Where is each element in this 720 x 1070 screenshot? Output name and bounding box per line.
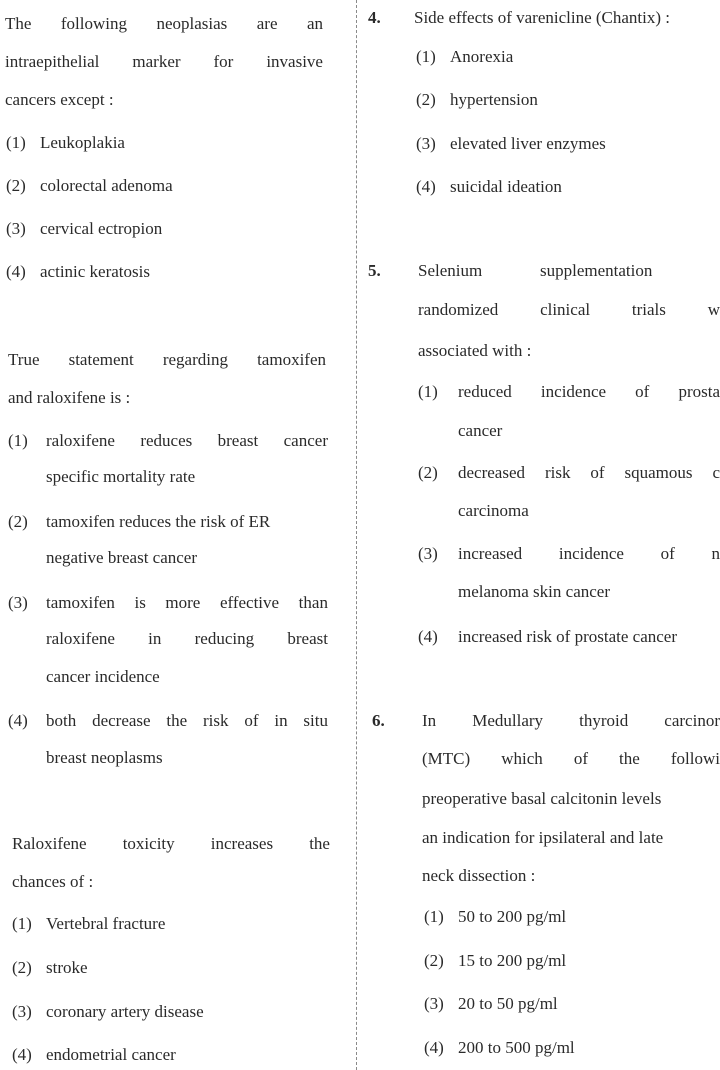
option-text-line: carcinoma <box>458 501 529 520</box>
option-number: (3) <box>416 134 436 153</box>
answer-option <box>12 1045 176 1065</box>
option-text: hypertension <box>450 90 538 109</box>
question-stem-line: The following neoplasias are an <box>5 14 323 33</box>
answer-option <box>416 177 562 197</box>
option-number: (4) <box>8 711 28 730</box>
answer-option <box>12 958 88 978</box>
question-stem-line: chances of : <box>12 872 94 891</box>
option-text-line: negative breast cancer <box>46 548 198 567</box>
option-number: (4) <box>6 262 26 281</box>
answer-option <box>416 47 513 67</box>
question-stem-line: intraepithelial marker for invasive <box>5 52 323 71</box>
option-number: (2) <box>8 512 28 531</box>
option-text: 20 to 50 pg/ml <box>458 994 558 1013</box>
option-text-line: breast neoplasms <box>46 748 163 767</box>
option-text: Anorexia <box>450 47 514 66</box>
answer-option <box>424 907 566 927</box>
answer-option <box>12 914 165 934</box>
option-number: (2) <box>416 90 436 109</box>
option-text-line: reduced incidence of prosta <box>458 382 720 401</box>
option-number: (2) <box>12 958 32 977</box>
option-text-line: tamoxifen is more effective than <box>46 593 328 612</box>
option-text-line: both decrease the risk of in situ <box>46 711 328 730</box>
answer-option <box>6 176 173 196</box>
answer-option <box>416 90 538 110</box>
question-stem-line: preoperative basal calcitonin levels <box>422 789 662 808</box>
option-text-line: specific mortality rate <box>46 467 196 486</box>
option-number: (3) <box>12 1002 32 1021</box>
option-number: (1) <box>418 382 438 401</box>
option-text: Leukoplakia <box>40 133 125 152</box>
question-stem-line: randomized clinical trials w <box>418 300 720 319</box>
question-stem-line: and raloxifene is : <box>8 388 131 407</box>
question-stem-word: Selenium <box>418 261 483 280</box>
option-number: (3) <box>418 544 438 563</box>
answer-option <box>12 1002 204 1022</box>
option-number: (2) <box>418 463 438 482</box>
option-text-line: increased incidence of n <box>458 544 720 563</box>
option-text-line: decreased risk of squamous c <box>458 463 720 482</box>
answer-option <box>6 219 162 239</box>
option-text-line: tamoxifen reduces the risk of ER <box>46 512 271 531</box>
option-text-line: increased risk of prostate cancer <box>458 627 677 646</box>
option-number: (4) <box>12 1045 32 1064</box>
option-text: cervical ectropion <box>40 219 163 238</box>
option-text-line: melanoma skin cancer <box>458 582 610 601</box>
question-stem-line: True statement regarding tamoxifen <box>8 350 326 369</box>
option-number: (1) <box>424 907 444 926</box>
answer-option <box>6 262 150 282</box>
option-text: colorectal adenoma <box>40 176 173 195</box>
question-stem-word: supplementation <box>540 261 653 280</box>
option-number: (4) <box>424 1038 444 1057</box>
question-stem-line: associated with : <box>418 341 532 360</box>
option-number: (2) <box>424 951 444 970</box>
question-stem-line: (MTC) which of the followi <box>422 749 720 768</box>
answer-option <box>6 133 125 153</box>
question-stem-line: neck dissection : <box>422 866 536 885</box>
answer-option <box>424 994 558 1014</box>
question-number: 6. <box>372 711 385 730</box>
question-stem-line: Raloxifene toxicity increases the <box>12 834 330 853</box>
question-stem-line: cancers except : <box>5 90 114 109</box>
option-number: (3) <box>8 593 28 612</box>
column-divider <box>356 0 357 1070</box>
answer-option <box>416 134 606 154</box>
option-number: (3) <box>6 219 26 238</box>
option-text: Vertebral fracture <box>46 914 166 933</box>
option-text: suicidal ideation <box>450 177 562 196</box>
option-number: (1) <box>8 431 28 450</box>
option-text: 200 to 500 pg/ml <box>458 1038 575 1057</box>
option-text-line: raloxifene reduces breast cancer <box>46 431 328 450</box>
option-number: (4) <box>416 177 436 196</box>
question-stem-line: an indication for ipsilateral and late <box>422 828 664 847</box>
option-text: stroke <box>46 958 88 977</box>
question-stem-line: Side effects of varenicline (Chantix) : <box>414 8 671 27</box>
option-text-line: cancer <box>458 421 503 440</box>
option-text: coronary artery disease <box>46 1002 204 1021</box>
question-stem-line: In Medullary thyroid carcinor <box>422 711 720 730</box>
question-number: 4. <box>368 8 381 27</box>
answer-option <box>424 951 566 971</box>
option-text: actinic keratosis <box>40 262 150 281</box>
option-text: elevated liver enzymes <box>450 134 606 153</box>
option-number: (1) <box>12 914 32 933</box>
option-number: (4) <box>418 627 438 646</box>
option-number: (3) <box>424 994 444 1013</box>
option-text: 50 to 200 pg/ml <box>458 907 567 926</box>
question-number: 5. <box>368 261 381 280</box>
option-number: (1) <box>6 133 26 152</box>
option-text-line: cancer incidence <box>46 667 160 686</box>
option-text: 15 to 200 pg/ml <box>458 951 567 970</box>
answer-option <box>424 1038 575 1058</box>
option-text-line: raloxifene in reducing breast <box>46 629 328 648</box>
option-text: endometrial cancer <box>46 1045 176 1064</box>
option-number: (2) <box>6 176 26 195</box>
option-number: (1) <box>416 47 436 66</box>
